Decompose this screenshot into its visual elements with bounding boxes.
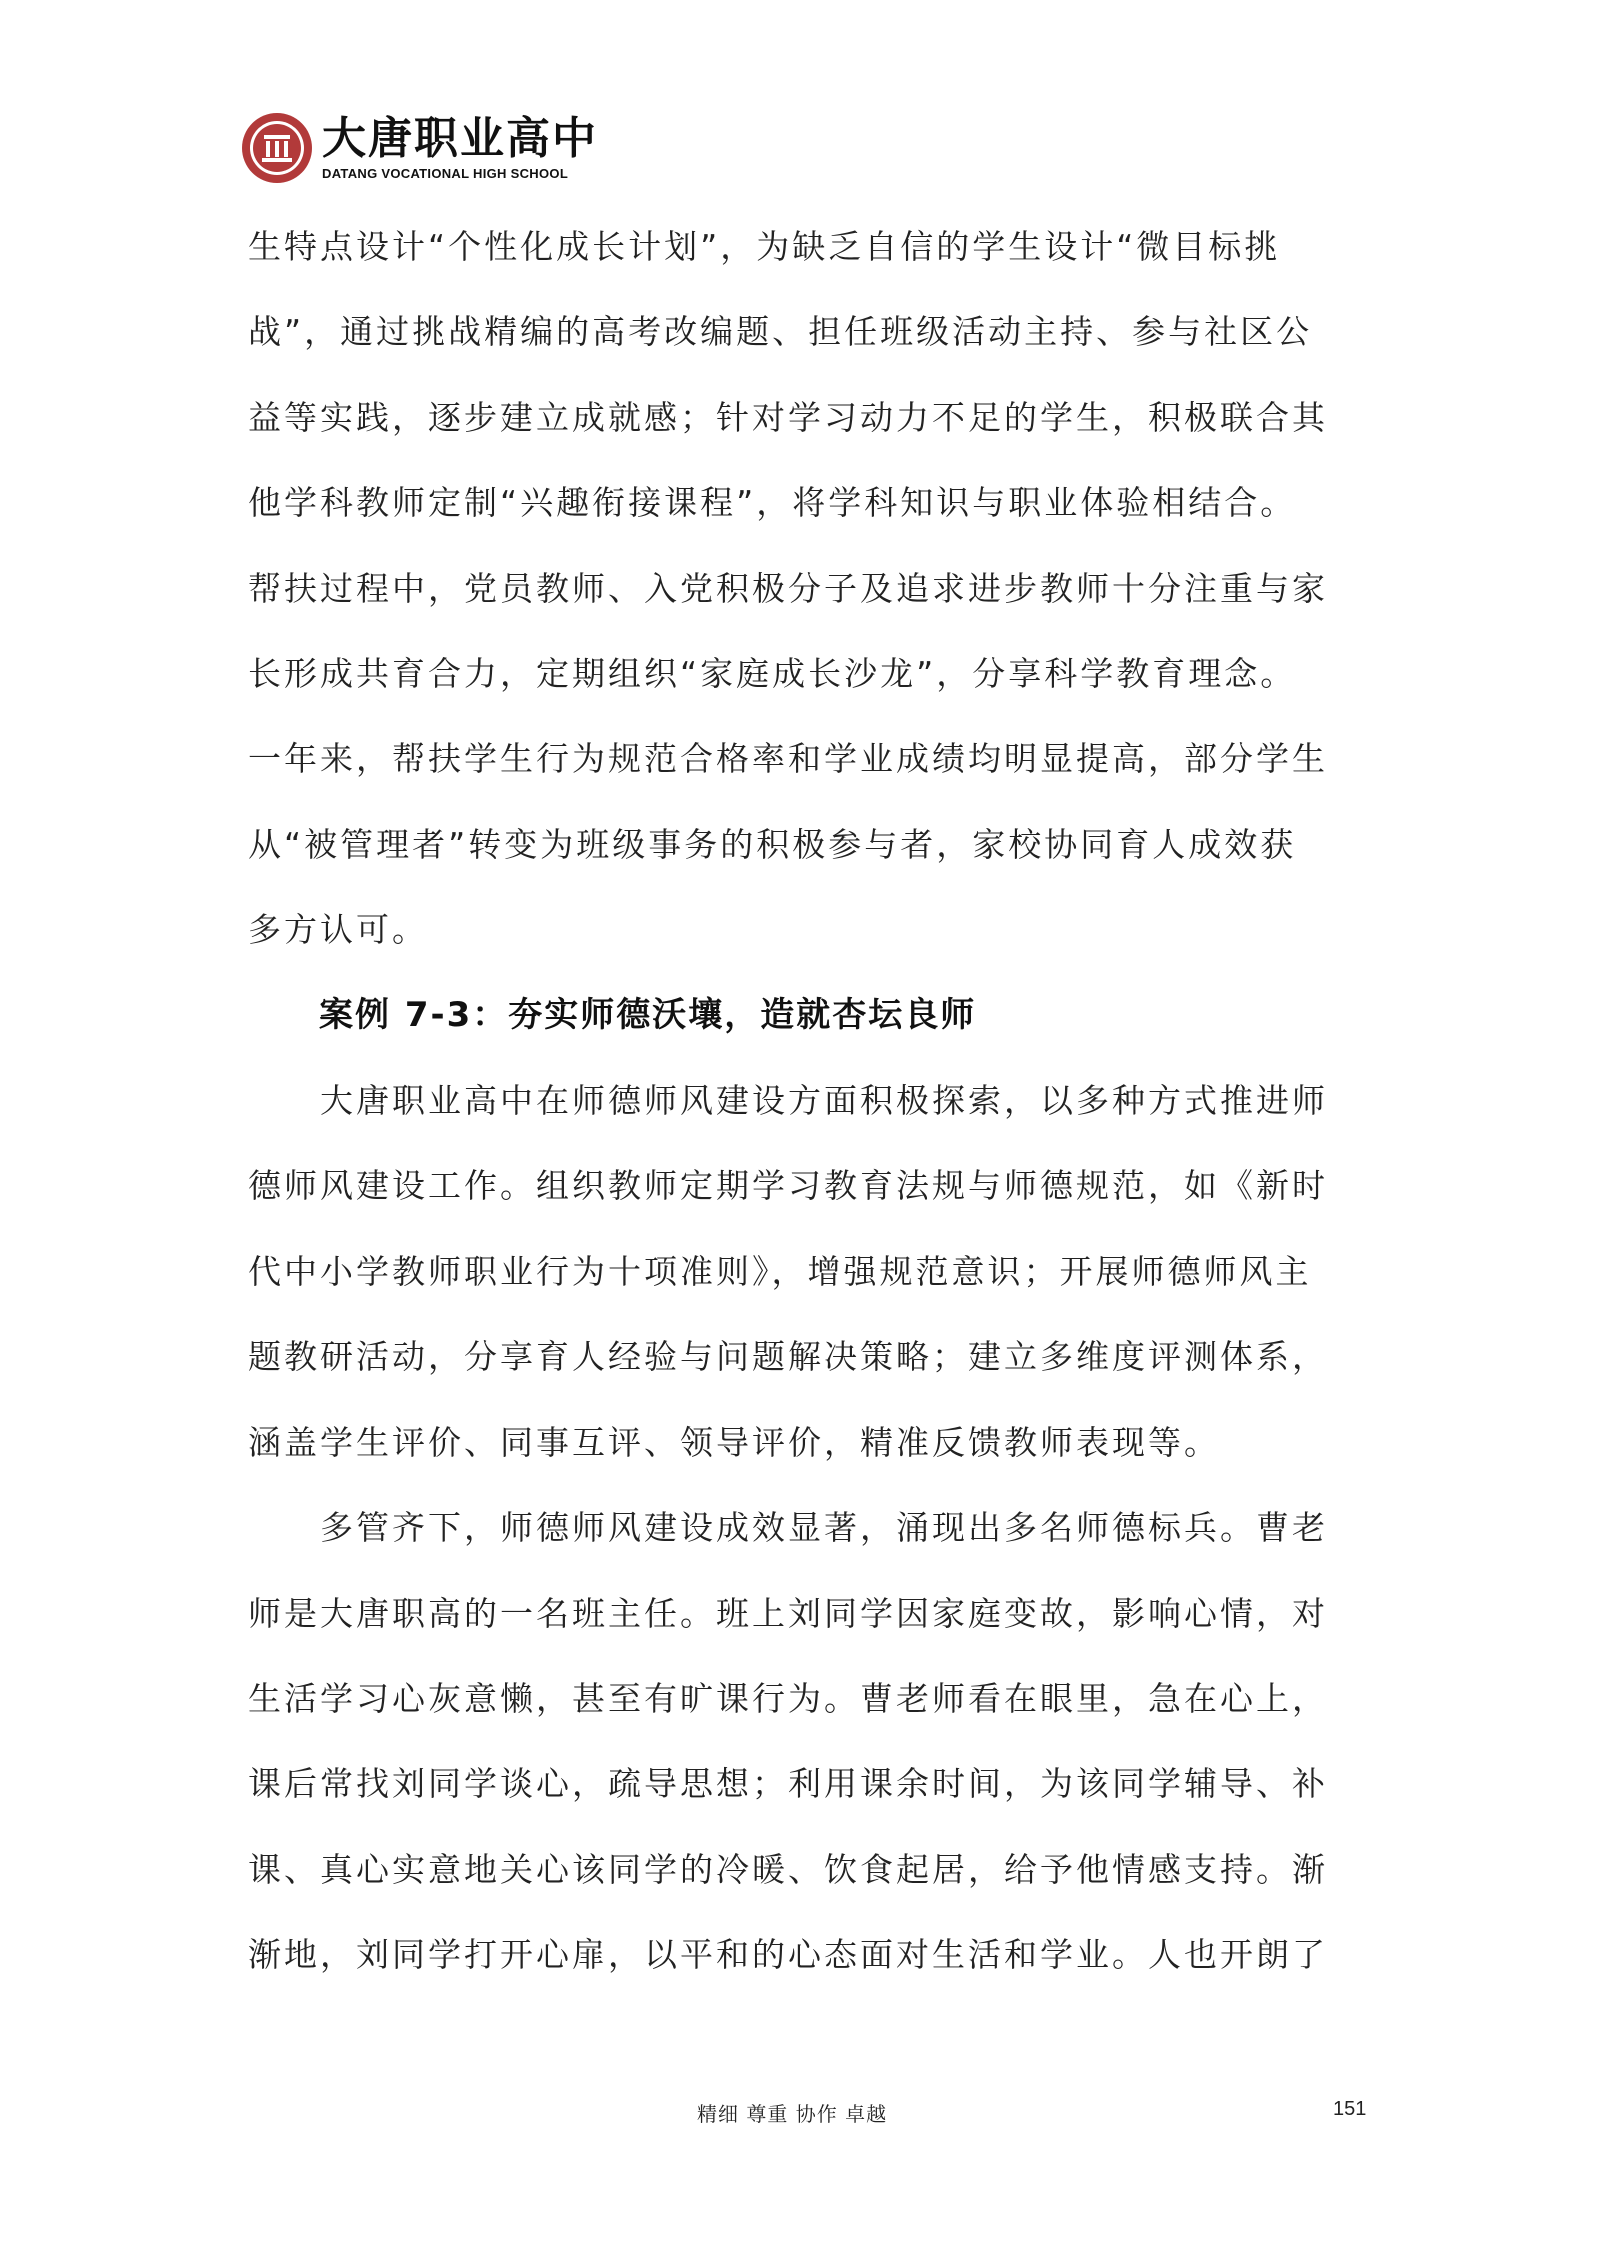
school-emblem-icon [240, 111, 314, 185]
text-line: 生特点设计“个性化成长计划”，为缺乏自信的学生设计“微目标挑 [248, 227, 1281, 266]
paragraph-teacher-story [248, 1485, 1366, 1997]
text-line: 战”，通过挑战精编的高考改编题、担任班级活动主持、参与社区公 [248, 312, 1313, 352]
school-name-block [322, 114, 598, 182]
page-footer [0, 2098, 1599, 2138]
text-line: 课后常找刘同学谈心，疏导思想；利用课余时间，为该同学辅导、补 [248, 1764, 1328, 1804]
text-line: 帮扶过程中，党员教师、入党积极分子及追求进步教师十分注重与家 [248, 568, 1328, 608]
text-line: 课、真心实意地关心该同学的冷暖、饮食起居，给予他情感支持。渐 [248, 1849, 1328, 1889]
text-line: 题教研活动，分享育人经验与问题解决策略；建立多维度评测体系， [248, 1337, 1328, 1377]
text-line: 多管齐下，师德师风建设成效显著，涌现出多名师德标兵。曹老 [248, 1508, 1328, 1548]
text-line: 一年来，帮扶学生行为规范合格率和学业成绩均明显提高，部分学生 [248, 739, 1328, 779]
text-line: 大唐职业高中在师德师风建设方面积极探索，以多种方式推进师 [248, 1081, 1328, 1121]
text-line: 多方认可。 [248, 910, 428, 950]
case-heading: 案例 7-3：夯实师德沃壤，造就杏坛良师 [319, 994, 977, 1035]
text-line: 他学科教师定制“兴趣衔接课程”，将学科知识与职业体验相结合。 [248, 483, 1297, 523]
school-name: 大唐职业高中 [322, 113, 598, 164]
text-line: 师是大唐职高的一名班主任。班上刘同学因家庭变故，影响心情，对 [248, 1593, 1328, 1633]
text-line: 益等实践，逐步建立成就感；针对学习动力不足的学生，积极联合其 [248, 397, 1328, 437]
page-number: 151 [1333, 2098, 1367, 2120]
text-line: 生活学习心灰意懒，甚至有旷课行为。曹老师看在眼里，急在心上， [248, 1678, 1328, 1718]
text-line: 德师风建设工作。组织教师定期学习教育法规与师德规范，如《新时 [248, 1166, 1328, 1206]
text-line: 从“被管理者”转变为班级事务的积极参与者，家校协同育人成效获 [248, 824, 1297, 864]
paragraph-ethics-building [248, 1058, 1366, 1485]
text-line: 长形成共育合力，定期组织“家庭成长沙龙”，分享科学教育理念。 [248, 654, 1297, 694]
school-header [240, 108, 598, 188]
text-line: 渐地，刘同学打开心扉，以平和的心态面对生活和学业。人也开朗了 [248, 1935, 1328, 1975]
paragraph-support-students [248, 204, 1366, 973]
text-line: 涵盖学生评价、同事互评、领导评价，精准反馈教师表现等。 [248, 1422, 1220, 1462]
school-motto: 精细 尊重 协作 卓越 [697, 2102, 888, 2126]
document-body [248, 204, 1366, 1998]
text-line: 代中小学教师职业行为十项准则》，增强规范意识；开展师德师风主 [248, 1251, 1312, 1291]
school-name-english: DATANG VOCATIONAL HIGH SCHOOL [322, 166, 569, 181]
